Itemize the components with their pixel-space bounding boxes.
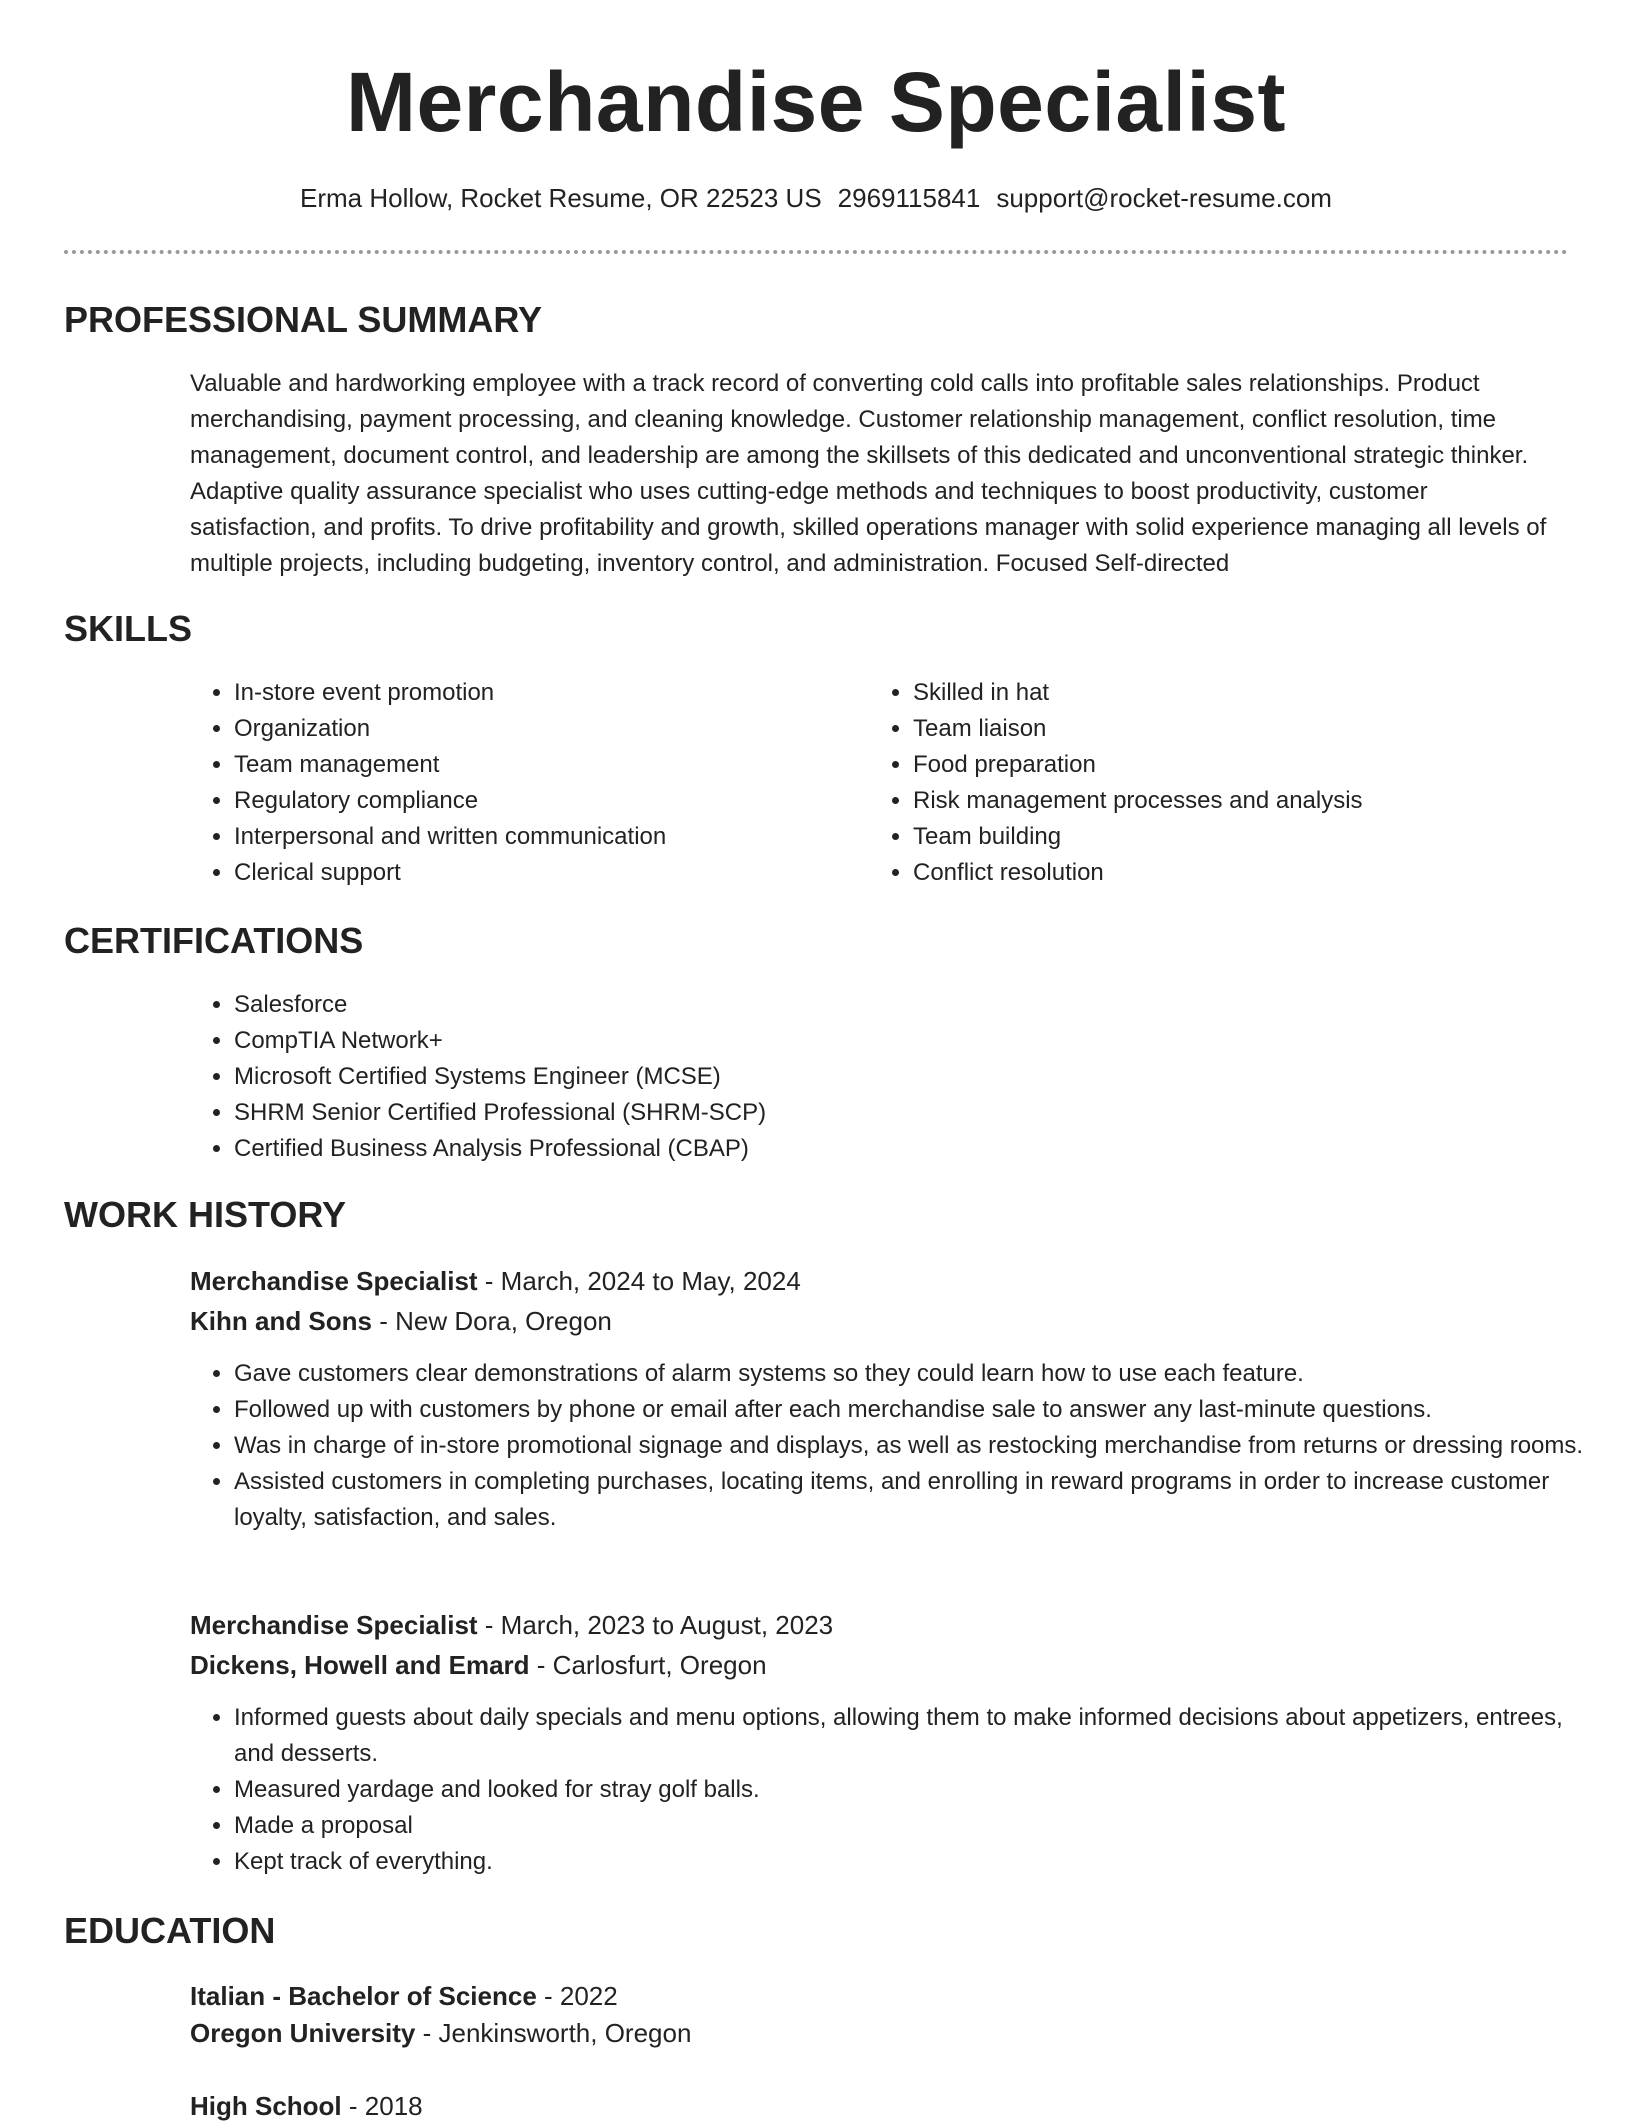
job-title: Merchandise Specialist — [190, 1266, 478, 1296]
education-location: - Jenkinsworth, Oregon — [415, 2018, 692, 2048]
header-divider — [64, 250, 1568, 254]
job-title: Merchandise Specialist — [190, 1610, 478, 1640]
skill-item: • Skilled in hat — [913, 675, 1573, 711]
job-dates: - March, 2023 to August, 2023 — [477, 1610, 834, 1640]
section-title-education: EDUCATION — [64, 1910, 276, 1951]
skill-item: • Conflict resolution — [913, 855, 1573, 891]
certification-item: • Salesforce — [234, 987, 1534, 1023]
section-title-certifications: CERTIFICATIONS — [64, 920, 364, 961]
certification-item: • Certified Business Analysis Professional (CBAP) — [234, 1131, 1534, 1167]
job-company: Kihn and Sons — [190, 1306, 372, 1336]
education-school: Oregon University — [190, 2018, 416, 2048]
job-dates: - March, 2024 to May, 2024 — [477, 1266, 801, 1296]
section-title-work-history: WORK HISTORY — [64, 1194, 347, 1235]
job-company-line — [190, 1645, 767, 1685]
skill-item: • In-store event promotion — [234, 675, 854, 711]
skill-item: • Food preparation — [913, 747, 1573, 783]
job-bullet: • Made a proposal — [234, 1808, 1604, 1844]
job-title-line — [190, 1261, 801, 1301]
section-title-summary: PROFESSIONAL SUMMARY — [64, 299, 543, 340]
skills-list-left — [190, 675, 854, 891]
job-bullet: • Gave customers clear demonstrations of alarm systems so they could learn how to use each feature. — [234, 1356, 1604, 1392]
job-company-line — [190, 1301, 612, 1341]
job-bullets — [190, 1700, 1604, 1880]
resume-title: Merchandise Specialist — [345, 55, 1287, 149]
skill-item: • Organization — [234, 711, 854, 747]
summary-text: Valuable and hardworking employee with a track record of converting cold calls into profitable sales relationships. Product merchandising, payment processing, and cleaning knowledge. Customer relationship management, conflict resolution, time management, document control, and leadership are among the skillsets of this dedicated and unconventional strategic thinker. Adaptive quality assurance specialist who uses cutting-edge methods and techniques to boost productivity, customer satisfaction, and profits. To drive profitability and growth, skilled operations manager with solid experience managing all levels of multiple projects, including budgeting, inventory control, and administration. Focused Self-directed — [190, 370, 1547, 577]
education-degree-line — [190, 1976, 618, 2016]
certification-item: • CompTIA Network+ — [234, 1023, 1534, 1059]
section-title-skills: SKILLS — [64, 608, 193, 649]
job-bullet: • Was in charge of in-store promotional signage and displays, as well as restocking merchandise from returns or dressing rooms. — [234, 1428, 1604, 1464]
education-degree: Italian - Bachelor of Science — [190, 1981, 537, 2011]
job-bullet: • Informed guests about daily specials and menu options, allowing them to make informed decisions about appetizers, entrees, and desserts. — [234, 1700, 1604, 1772]
job-bullet: • Assisted customers in completing purchases, locating items, and enrolling in reward programs in order to increase customer loyalty, satisfaction, and sales. — [234, 1464, 1604, 1536]
job-location: - Carlosfurt, Oregon — [529, 1650, 767, 1680]
job-bullets — [190, 1356, 1604, 1536]
skill-item: • Team liaison — [913, 711, 1573, 747]
contact-phone[interactable]: 2969115841 — [837, 183, 981, 213]
education-degree: High School — [190, 2091, 342, 2121]
skill-item: • Team management — [234, 747, 854, 783]
skill-item: • Team building — [913, 819, 1573, 855]
job-company: Dickens, Howell and Emard — [190, 1650, 530, 1680]
contact-email[interactable]: support@rocket-resume.com — [996, 183, 1332, 213]
education-degree-line — [190, 2086, 423, 2126]
contact-address: Erma Hollow, Rocket Resume, OR 22523 US — [300, 183, 822, 213]
skills-list-right — [869, 675, 1573, 891]
skill-item: • Interpersonal and written communication — [234, 819, 854, 855]
skill-item: • Risk management processes and analysis — [913, 783, 1573, 819]
job-location: - New Dora, Oregon — [372, 1306, 612, 1336]
skill-item: • Regulatory compliance — [234, 783, 854, 819]
education-year: - 2018 — [341, 2091, 423, 2121]
education-school-line — [190, 2013, 691, 2053]
job-bullet: • Followed up with customers by phone or email after each merchandise sale to answer any last-minute questions. — [234, 1392, 1604, 1428]
skill-item: • Clerical support — [234, 855, 854, 891]
contact-line — [0, 180, 1632, 216]
job-bullet: • Measured yardage and looked for stray golf balls. — [234, 1772, 1604, 1808]
certification-item: • SHRM Senior Certified Professional (SHRM-SCP) — [234, 1095, 1534, 1131]
job-bullet: • Kept track of everything. — [234, 1844, 1604, 1880]
job-title-line — [190, 1605, 833, 1645]
certification-item: • Microsoft Certified Systems Engineer (MCSE) — [234, 1059, 1534, 1095]
education-year: - 2022 — [536, 1981, 618, 2011]
certifications-list — [190, 987, 1534, 1167]
